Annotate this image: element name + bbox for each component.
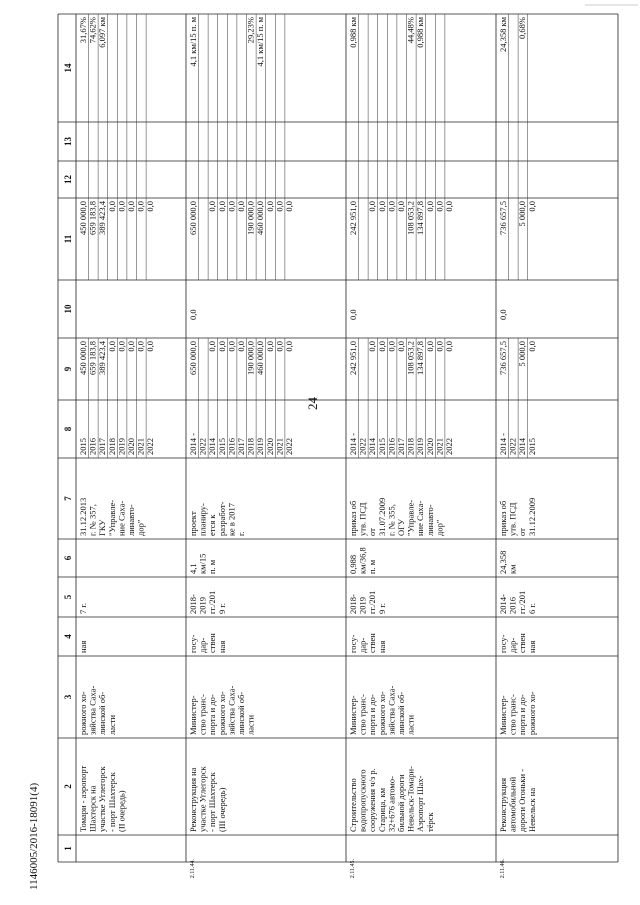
value-col9: 0,0 <box>207 341 218 352</box>
term-line: 2018- <box>188 594 198 614</box>
term-line: 2019 <box>357 597 368 614</box>
ownership-line: госу- <box>348 634 358 653</box>
value-col11: 0,0 <box>434 201 445 212</box>
term-line: 9 г. <box>216 602 227 614</box>
value-col14: 44,48% <box>405 17 416 44</box>
object-name-line: тёрск <box>424 812 435 832</box>
value-col9: 0,0 <box>264 341 275 352</box>
year-cell: 2017 <box>236 438 246 455</box>
year-cell: 2014 - <box>498 433 508 455</box>
capacity-line: 4,1 <box>188 563 198 574</box>
value-col11: 460 000,0 <box>255 201 266 235</box>
year-cell: 2019 <box>255 438 266 455</box>
value-col9: 0,0 <box>236 341 246 352</box>
document-line: 31.12.2009 <box>526 497 537 536</box>
object-name-line: (III очередь) <box>216 787 227 832</box>
customer-line: ство транс- <box>197 694 208 735</box>
value-col11: 0,0 <box>126 201 136 212</box>
record-number: 2.11.45. <box>350 859 356 879</box>
object-name-line: Реконструкция на <box>188 767 198 832</box>
term-line: гг./201 <box>207 590 218 614</box>
year-cell: 2022 <box>357 438 368 455</box>
year-cell: 2015 <box>376 438 387 455</box>
object-name-line: водопропускного <box>357 769 368 832</box>
value-col11: 190 000,0 <box>245 201 256 235</box>
document-line: ется к <box>207 514 218 536</box>
document-line: утв. ПСД <box>507 502 518 536</box>
year-cell: 2022 <box>284 438 294 455</box>
value-col11: 0,0 <box>444 201 454 212</box>
object-name-line: сооружения ч/з р. <box>367 768 378 832</box>
value-col9: 0,0 <box>216 341 227 352</box>
customer-line: ство транс- <box>507 694 518 735</box>
year-cell: 2018 <box>405 438 416 455</box>
capacity-line: км/36,8 <box>357 547 368 574</box>
value-col9: 0,0 <box>424 341 435 352</box>
customer-line: порта и до- <box>207 694 218 735</box>
customer-line: рожного хо- <box>78 691 88 735</box>
value-col9: 0,0 <box>376 341 387 352</box>
object-name-line: - порт Шахтерск <box>207 772 218 832</box>
value-col9: 5 000,0 <box>517 341 528 367</box>
object-name-line: Реконструкция <box>498 777 508 832</box>
value-col9: 0,0 <box>367 341 378 352</box>
ownership-line: госу- <box>498 634 508 653</box>
value-col11: 0,0 <box>274 201 285 212</box>
object-name-line: Аэропорт Шах- <box>415 775 426 832</box>
term-line: 2014- <box>498 594 508 614</box>
value-col14: 74,62% <box>87 17 98 44</box>
customer-line: зяйства Саха- <box>386 685 397 735</box>
document-line: от <box>517 528 528 536</box>
value-col11: 736 657,5 <box>498 201 508 235</box>
object-name-line: Невельск на <box>526 787 537 832</box>
value-col14: 31,67% <box>78 17 88 44</box>
value-col11: 0,0 <box>145 201 156 212</box>
document-line: ние Саха- <box>116 500 127 536</box>
value-col11: 0,0 <box>135 201 146 212</box>
column-header: 13 <box>63 137 73 146</box>
column-header: 5 <box>63 594 73 600</box>
value-col11: 5 000,0 <box>517 201 528 227</box>
document-line: 31.07.2009 <box>376 497 387 536</box>
value-col14: 6,097 км <box>97 17 108 48</box>
value-col14: 24,358 км <box>498 17 508 53</box>
value-col9: 0,0 <box>386 341 397 352</box>
document-line: г. № 357, <box>87 504 98 536</box>
value-col11: 0,0 <box>396 201 406 212</box>
document-line: приказ об <box>348 500 358 536</box>
customer-line: ласти <box>405 714 416 735</box>
record-number: 2.11.44. <box>190 859 196 879</box>
year-cell: 2020 <box>424 438 435 455</box>
year-cell: 2014 <box>517 438 528 455</box>
column-header: 1 <box>63 846 73 851</box>
document-line: "Управле- <box>405 499 416 536</box>
value-col10: 0,0 <box>188 309 198 320</box>
column-header: 10 <box>63 304 73 314</box>
customer-line: Министер- <box>348 695 358 735</box>
year-cell: 2022 <box>197 438 208 455</box>
customer-line: зяйства Саха- <box>87 685 98 735</box>
value-col11: 0,0 <box>264 201 275 212</box>
document-line: дор" <box>434 519 445 536</box>
value-col9: 460 000,0 <box>255 341 266 375</box>
value-col9: 450 000,0 <box>78 341 88 375</box>
term-line: 6 г. <box>526 602 537 614</box>
value-col9: 0,0 <box>126 341 136 352</box>
customer-line: Министер- <box>498 695 508 735</box>
table-row-lines <box>89 14 528 458</box>
document-line: ке в 2017 <box>226 503 237 536</box>
value-col11: 108 053,2 <box>405 201 416 235</box>
ownership-line: ствен <box>367 633 378 653</box>
capacity-line: п. м <box>207 559 218 574</box>
object-name-line: Шахтерск на <box>87 785 98 832</box>
value-col9: 0,0 <box>396 341 406 352</box>
document-line: планиру- <box>197 503 208 536</box>
ownership-line: ная <box>376 640 387 653</box>
customer-line: ласти <box>106 714 117 735</box>
column-headers <box>63 63 73 851</box>
document-line: 31.12.2013 <box>78 497 88 536</box>
document-line: утв. ПСД <box>357 502 368 536</box>
value-col9: 0,0 <box>526 341 537 352</box>
value-col10: 0,0 <box>348 309 358 320</box>
ownership-line: дар- <box>507 637 518 653</box>
column-header: 7 <box>63 496 73 501</box>
customer-line: ласти <box>245 714 256 735</box>
year-cell: 2018 <box>245 438 256 455</box>
value-col11: 0,0 <box>236 201 246 212</box>
object-name-line: автомобильной <box>507 776 518 832</box>
record-number: 2.11.46. <box>500 859 506 879</box>
customer-line: рожного хо- <box>216 691 227 735</box>
object-name-line: Старица, км <box>376 787 387 832</box>
term-line: 9 г. <box>376 602 387 614</box>
ownership-line: ствен <box>207 633 218 653</box>
value-col14: 0,68% <box>517 17 528 39</box>
value-col11: 134 897,8 <box>415 201 426 235</box>
year-cell: 2015 <box>216 438 227 455</box>
year-cell: 2022 <box>507 438 518 455</box>
capacity-line: 24,358 <box>498 550 508 574</box>
value-col11: 0,0 <box>226 201 237 212</box>
value-col9: 0,0 <box>434 341 445 352</box>
value-col11: 0,0 <box>216 201 227 212</box>
column-header: 12 <box>63 175 73 184</box>
value-col9: 134 897,8 <box>415 341 426 375</box>
table-cells <box>78 16 537 878</box>
document-line: дор" <box>135 519 146 536</box>
ownership-line: дар- <box>197 637 208 653</box>
value-col9: 0,0 <box>145 341 156 352</box>
value-col14: 4,1 км/15 п. м <box>255 17 266 67</box>
term-line: гг./201 <box>367 590 378 614</box>
value-col9: 0,0 <box>274 341 285 352</box>
value-col14: 0,988 км <box>415 17 426 48</box>
value-col9: 0,0 <box>116 341 127 352</box>
value-col9: 108 053,2 <box>405 341 416 375</box>
value-col9: 0,0 <box>106 341 117 352</box>
object-name-line: Томари - аэропорт <box>78 765 88 832</box>
year-cell: 2014 - <box>348 433 358 455</box>
term-line: 2019 <box>197 597 208 614</box>
customer-line: линской об- <box>396 691 406 735</box>
year-cell: 2022 <box>444 438 454 455</box>
year-cell: 2019 <box>116 438 127 455</box>
value-col11: 0,0 <box>376 201 387 212</box>
ownership-line: дар- <box>357 637 368 653</box>
value-col11: 389 423,4 <box>97 201 108 235</box>
ownership-line: ная <box>526 640 537 653</box>
value-col9: 0,0 <box>135 341 146 352</box>
year-cell: 2020 <box>126 438 136 455</box>
year-cell: 2022 <box>145 438 156 455</box>
ownership-line: ная <box>216 640 227 653</box>
value-col11: 450 000,0 <box>78 201 88 235</box>
term-line: 2016 <box>507 597 518 614</box>
capacity-line: 0,988 <box>348 554 358 574</box>
customer-line: линской об- <box>236 691 246 735</box>
object-name-line: - порт Шахтерск <box>106 772 117 832</box>
object-name-line: участке Углегорск <box>197 766 208 832</box>
year-cell: 2017 <box>97 438 108 455</box>
value-col11: 0,0 <box>367 201 378 212</box>
value-col9: 736 657,5 <box>498 341 508 375</box>
value-col14: 29,23% <box>245 17 256 44</box>
term-line: гг./201 <box>517 590 528 614</box>
document-line: ние Саха- <box>415 500 426 536</box>
object-name-line: 32+676 автомо- <box>386 776 397 832</box>
customer-line: линской об- <box>97 691 108 735</box>
year-cell: 2020 <box>264 438 275 455</box>
document-line: от <box>367 528 378 536</box>
value-col9: 659 183,8 <box>87 341 98 375</box>
year-cell: 2016 <box>226 438 237 455</box>
value-col11: 0,0 <box>207 201 218 212</box>
ownership-line: ствен <box>517 633 528 653</box>
value-col11: 0,0 <box>284 201 294 212</box>
value-col14: 0,988 км <box>348 17 358 48</box>
document-line: линавто- <box>126 504 136 536</box>
page-number: 24 <box>305 397 320 410</box>
object-name-line: Строительство <box>348 778 358 832</box>
year-cell: 2017 <box>396 438 406 455</box>
year-cell: 2019 <box>415 438 426 455</box>
value-col11: 0,0 <box>526 201 537 212</box>
value-col9: 389 423,4 <box>97 341 108 375</box>
value-col11: 0,0 <box>106 201 117 212</box>
document-line: ОГУ <box>396 518 406 536</box>
year-cell: 2021 <box>135 438 146 455</box>
value-col9: 0,0 <box>226 341 237 352</box>
document-line: приказ об <box>498 500 508 536</box>
capacity-line: км <box>507 564 518 574</box>
customer-line: рожного хо- <box>376 691 387 735</box>
object-name-line: участке Углегорск <box>97 766 108 832</box>
year-cell: 2014 <box>367 438 378 455</box>
document-line: проект <box>188 511 198 536</box>
document-line: г. № 355, <box>386 504 397 536</box>
value-col11: 0,0 <box>424 201 435 212</box>
value-col14: 4,1 км/15 п. м <box>188 17 198 67</box>
column-header: 3 <box>63 694 73 700</box>
value-col11: 242 951,0 <box>348 201 358 235</box>
customer-line: ство транс- <box>357 694 368 735</box>
value-col9: 650 000,0 <box>188 341 198 375</box>
year-cell: 2016 <box>87 438 98 455</box>
column-header: 9 <box>63 366 73 372</box>
value-col11: 0,0 <box>386 201 397 212</box>
document-line: разработ- <box>216 501 227 536</box>
document-line: г. <box>236 531 246 536</box>
object-name-line: Невельск-Томари- <box>405 766 416 832</box>
year-cell: 2015 <box>526 438 537 455</box>
column-header: 8 <box>63 426 73 432</box>
term-line: 7 г. <box>78 602 88 614</box>
year-cell: 2014 <box>207 438 218 455</box>
object-name-line: (II очередь) <box>116 790 127 832</box>
ownership-line: госу- <box>188 634 198 653</box>
document-line: линавто- <box>424 504 435 536</box>
value-col9: 190 000,0 <box>245 341 256 375</box>
term-line: 2018- <box>348 594 358 614</box>
year-cell: 2016 <box>386 438 397 455</box>
value-col9: 0,0 <box>444 341 454 352</box>
column-header: 4 <box>63 634 73 639</box>
column-header: 2 <box>63 784 73 789</box>
value-col11: 650 000,0 <box>188 201 198 235</box>
document-line: "Управле- <box>106 499 117 536</box>
ownership-line: ная <box>78 640 88 653</box>
value-col10: 0,0 <box>498 309 508 320</box>
column-header: 14 <box>63 63 73 73</box>
customer-line: порта и до- <box>367 694 378 735</box>
customer-line: Министер- <box>188 695 198 735</box>
object-name-line: дороги Огоньки - <box>517 769 528 832</box>
value-col11: 659 183,8 <box>87 201 98 235</box>
customer-line: зяйства Саха- <box>226 685 237 735</box>
value-col11: 0,0 <box>116 201 127 212</box>
year-cell: 2021 <box>434 438 445 455</box>
year-cell: 2021 <box>274 438 285 455</box>
customer-line: порта и до- <box>517 694 528 735</box>
footer-code: 1146005/2016-18091(4) <box>28 782 40 890</box>
customer-line: рожного хо- <box>526 691 537 735</box>
object-name-line: бильной дороги <box>396 774 406 832</box>
column-header: 11 <box>63 234 73 244</box>
year-cell: 2015 <box>78 438 88 455</box>
year-cell: 2014 - <box>188 433 198 455</box>
value-col9: 242 951,0 <box>348 341 358 375</box>
capacity-line: км/15 <box>197 553 208 574</box>
capacity-line: п. м <box>367 559 378 574</box>
column-header: 6 <box>63 555 73 561</box>
value-col9: 0,0 <box>284 341 294 352</box>
document-line: ГКУ <box>97 519 108 536</box>
year-cell: 2018 <box>106 438 117 455</box>
